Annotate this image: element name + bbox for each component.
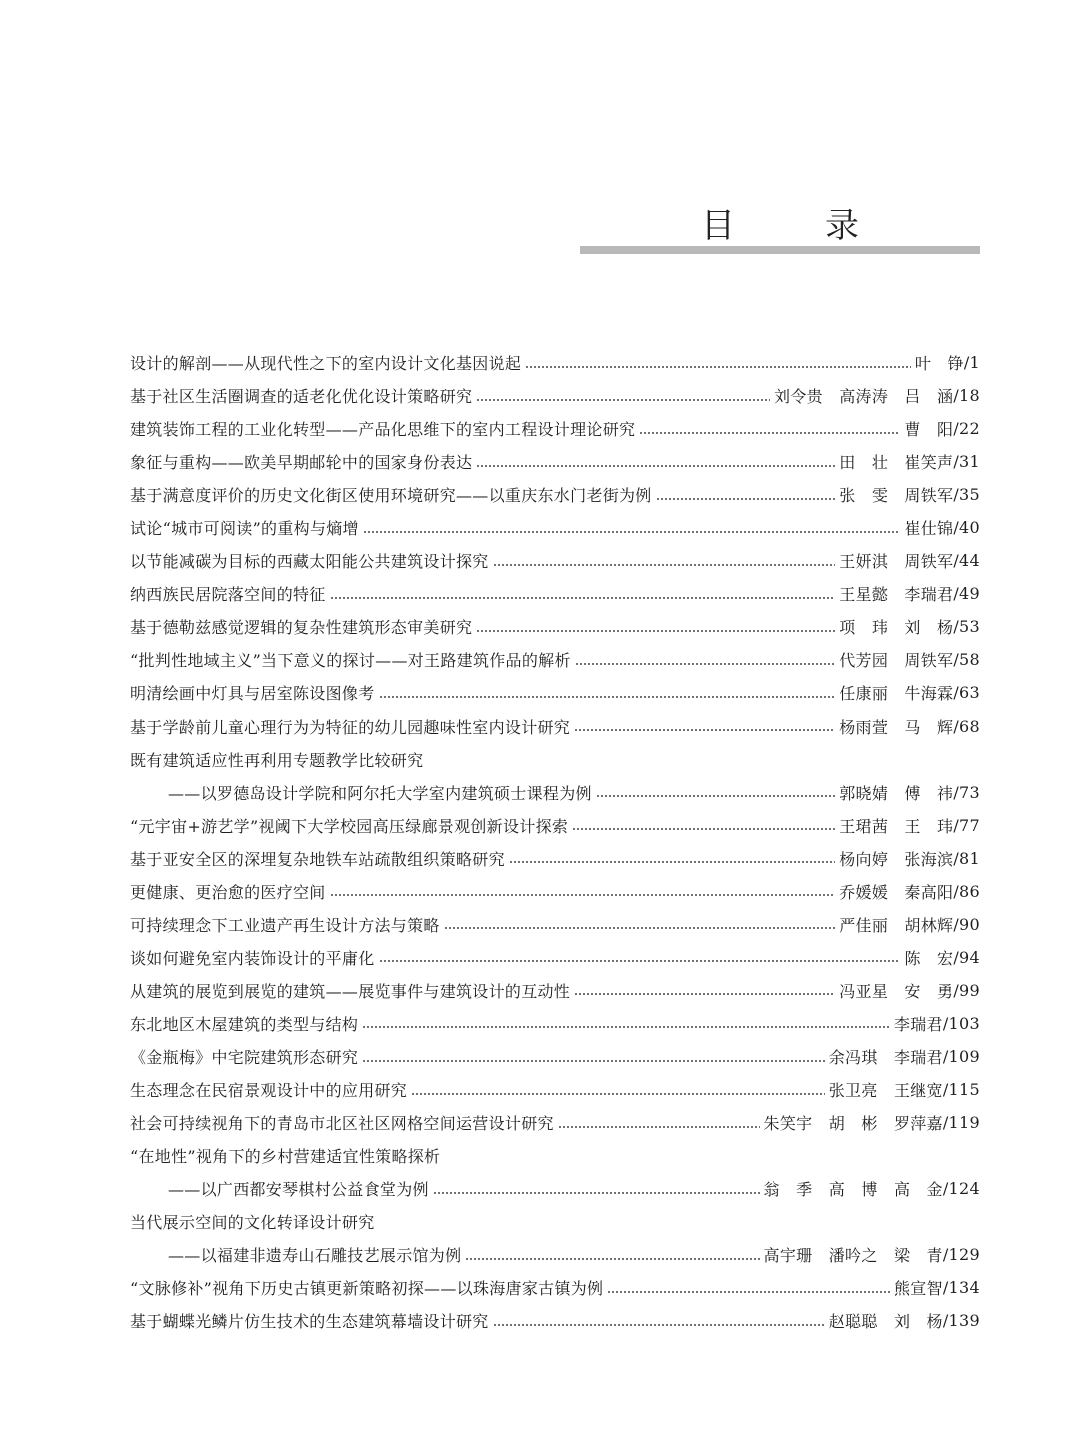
toc-entry-title: 可持续理念下工业遗产再生设计方法与策略: [130, 915, 440, 935]
toc-entry-authors: 严佳丽 胡林辉: [839, 915, 954, 935]
toc-entry-authors: 陈 宏: [904, 948, 954, 968]
toc-entry[interactable]: [130, 643, 980, 676]
dot-leader: [330, 597, 836, 599]
toc-entry[interactable]: [130, 1238, 980, 1271]
toc-entry-authors: 崔仕锦: [904, 519, 954, 539]
toc-entry-title: ——以福建非遗寿山石雕技艺展示馆为例: [168, 1246, 462, 1266]
toc-entry-authors: 代芳园 周铁军: [839, 651, 954, 671]
toc-entry[interactable]: [130, 1073, 980, 1106]
toc-entry[interactable]: [130, 842, 980, 875]
toc-entry-title: 谈如何避免室内装饰设计的平庸化: [130, 948, 375, 968]
toc-entry-page: /53: [953, 617, 980, 637]
toc-entry-authors: 杨向婷 张海滨: [839, 849, 954, 869]
toc-entry[interactable]: [130, 610, 980, 643]
toc-entry-page: /44: [953, 551, 980, 571]
toc-entry-authors: 任康丽 牛海霖: [839, 684, 954, 704]
dot-leader: [574, 993, 835, 995]
dot-leader: [558, 1126, 760, 1128]
toc-entry-authors: 余冯琪 李瑞君: [828, 1048, 943, 1067]
toc-entry-title: 基于社区生活圈调查的适老化优化设计策略研究: [130, 387, 473, 407]
dot-leader: [493, 564, 836, 566]
dot-leader: [476, 399, 770, 401]
toc-entry-page: /124: [942, 1179, 980, 1199]
dot-leader: [362, 1026, 890, 1028]
toc-entry-authors: 乔媛媛 秦高阳: [839, 882, 954, 902]
dot-leader: [509, 861, 835, 863]
toc-entry[interactable]: [130, 809, 980, 842]
toc-entry[interactable]: [130, 412, 980, 445]
toc-entry[interactable]: [130, 511, 980, 544]
toc-entry-page: /22: [953, 419, 980, 439]
toc-entry[interactable]: [130, 743, 980, 776]
toc-entry-authors: 赵聪聪 刘 杨: [828, 1312, 943, 1332]
toc-entry[interactable]: [130, 875, 980, 908]
toc-entry[interactable]: [130, 544, 980, 577]
toc-entry-authors: 项 玮 刘 杨: [839, 618, 954, 638]
toc-entry[interactable]: [130, 1172, 980, 1205]
toc-entry-authors: 杨雨萱 马 辉: [839, 717, 954, 737]
toc-entry-page: /90: [953, 914, 980, 934]
toc-entry-title: 试论“城市可阅读”的重构与熵增: [130, 519, 359, 539]
dot-leader: [525, 366, 911, 368]
toc-entry-page: /134: [942, 1278, 980, 1298]
toc-entry-authors: 曹 阳: [904, 420, 954, 440]
table-of-contents: [130, 346, 980, 1337]
toc-entry-page: /63: [953, 683, 980, 703]
toc-entry-title: 明清绘画中灯具与居室陈设图像考: [130, 684, 375, 704]
toc-entry-title: 更健康、更治愈的医疗空间: [130, 882, 326, 902]
dot-leader: [607, 1291, 890, 1293]
toc-entry-title: 象征与重构——欧美早期邮轮中的国家身份表达: [130, 453, 473, 473]
toc-entry[interactable]: [130, 1304, 980, 1337]
toc-entry[interactable]: [130, 1040, 980, 1073]
toc-entry-authors: 熊宣智: [893, 1279, 943, 1299]
toc-entry-page: /103: [942, 1013, 980, 1033]
dot-leader: [574, 729, 835, 731]
toc-entry-authors: 翁 季 高 博 高 金: [763, 1180, 943, 1200]
toc-entry-page: /119: [942, 1113, 980, 1133]
toc-entry-page: /1: [963, 353, 980, 373]
page-title: 目 录: [701, 206, 887, 246]
toc-entry-title: 社会可持续视角下的青岛市北区社区网格空间运营设计研究: [130, 1114, 554, 1134]
dot-leader: [444, 927, 836, 929]
dot-leader: [476, 465, 835, 467]
toc-entry-title: “文脉修补”视角下历史古镇更新策略初探——以珠海唐家古镇为例: [130, 1279, 604, 1299]
dot-leader: [363, 531, 901, 533]
toc-entry-page: /31: [953, 452, 980, 472]
toc-entry-authors: 冯亚星 安 勇: [839, 981, 954, 1001]
toc-entry-title: 既有建筑适应性再利用专题教学比较研究: [130, 750, 424, 770]
toc-entry[interactable]: [130, 1139, 980, 1172]
toc-entry-title: 东北地区木屋建筑的类型与结构: [130, 1014, 359, 1034]
dot-leader: [575, 663, 835, 665]
toc-entry-page: /94: [953, 947, 980, 967]
toc-entry[interactable]: [130, 710, 980, 743]
toc-entry[interactable]: [130, 346, 980, 379]
toc-entry-title: 从建筑的展览到展览的建筑——展览事件与建筑设计的互动性: [130, 981, 571, 1001]
dot-leader: [433, 1192, 760, 1194]
toc-entry-page: /58: [953, 650, 980, 670]
toc-entry-authors: 高宇珊 潘吟之 梁 青: [763, 1246, 943, 1266]
dot-leader: [411, 1093, 825, 1095]
toc-entry-title: 基于学龄前儿童心理行为为特征的幼儿园趣味性室内设计研究: [130, 717, 571, 737]
toc-entry[interactable]: [130, 577, 980, 610]
toc-entry-authors: 张卫亮 王继宽: [828, 1081, 943, 1101]
toc-entry[interactable]: [130, 1106, 980, 1139]
toc-entry[interactable]: [130, 974, 980, 1007]
toc-entry-page: /115: [942, 1080, 980, 1100]
toc-entry[interactable]: [130, 379, 980, 412]
toc-entry-authors: 叶 铮: [914, 354, 964, 374]
toc-entry[interactable]: [130, 1271, 980, 1304]
toc-entry-title: “在地性”视角下的乡村营建适宜性策略探析: [130, 1147, 441, 1167]
toc-entry-authors: 王珺茜 王 玮: [839, 816, 954, 836]
toc-entry[interactable]: [130, 676, 980, 709]
toc-entry-title: ——以罗德岛设计学院和阿尔托大学室内建筑硕士课程为例: [168, 783, 592, 803]
title-underline-bar: [580, 246, 980, 254]
toc-entry[interactable]: [130, 1205, 980, 1238]
toc-entry-title: “批判性地域主义”当下意义的探讨——对王路建筑作品的解析: [130, 651, 571, 671]
dot-leader: [379, 696, 836, 698]
toc-entry[interactable]: [130, 478, 980, 511]
toc-entry-title: 《金瓶梅》中宅院建筑形态研究: [130, 1048, 359, 1067]
toc-entry-title: 生态理念在民宿景观设计中的应用研究: [130, 1081, 408, 1101]
toc-entry-authors: 朱笑宇 胡 彬 罗萍嘉: [763, 1114, 943, 1134]
toc-entry-page: /139: [942, 1311, 980, 1331]
toc-entry-authors: 王妍淇 周铁军: [839, 552, 954, 572]
toc-entry[interactable]: [130, 776, 980, 809]
toc-entry-page: /99: [953, 980, 980, 1000]
toc-entry-page: /49: [953, 584, 980, 604]
toc-entry-authors: 王星懿 李瑞君: [839, 585, 954, 605]
toc-entry-authors: 刘令贵 高涛涛 吕 涵: [774, 387, 954, 407]
toc-entry[interactable]: [130, 908, 980, 941]
toc-entry-page: /129: [942, 1245, 980, 1265]
toc-entry-page: /86: [953, 881, 980, 901]
dot-leader: [639, 432, 900, 434]
toc-entry-title: ——以广西都安琴棋村公益食堂为例: [168, 1180, 429, 1200]
toc-entry-title: 基于德勒兹感觉逻辑的复杂性建筑形态审美研究: [130, 618, 473, 638]
dot-leader: [476, 630, 835, 632]
toc-entry-authors: 张 雯 周铁军: [839, 486, 954, 506]
dot-leader: [330, 894, 836, 896]
toc-entry-title: 以节能减碳为目标的西藏太阳能公共建筑设计探究: [130, 552, 489, 572]
toc-entry-page: /109: [942, 1047, 980, 1066]
toc-entry-page: /68: [953, 716, 980, 736]
dot-leader: [572, 828, 835, 830]
toc-entry-page: /73: [953, 782, 980, 802]
dot-leader: [493, 1324, 825, 1326]
toc-entry-title: 当代展示空间的文化转译设计研究: [130, 1213, 375, 1233]
toc-entry-authors: 李瑞君: [893, 1014, 943, 1034]
toc-entry-page: /81: [953, 848, 980, 868]
toc-entry[interactable]: [130, 445, 980, 478]
dot-leader: [362, 1060, 825, 1062]
dot-leader: [465, 1258, 759, 1260]
toc-entry-title: 设计的解剖——从现代性之下的室内设计文化基因说起: [130, 354, 522, 374]
dot-leader: [656, 498, 836, 500]
toc-entry-title: 纳西族民居院落空间的特征: [130, 585, 326, 605]
toc-entry-authors: 郭晓婧 傅 祎: [839, 783, 954, 803]
toc-entry-title: “元宇宙+游艺学”视阈下大学校园高压绿廊景观创新设计探索: [130, 816, 569, 836]
toc-entry-title: 基于满意度评价的历史文化街区使用环境研究——以重庆东水门老街为例: [130, 486, 652, 506]
dot-leader: [596, 795, 835, 797]
toc-entry-page: /40: [953, 518, 980, 538]
toc-entry-authors: 田 壮 崔笑声: [839, 453, 954, 473]
toc-entry-page: /18: [953, 386, 980, 406]
toc-entry-title: 建筑装饰工程的工业化转型——产品化思维下的室内工程设计理论研究: [130, 420, 636, 440]
toc-entry-title: 基于蝴蝶光鳞片仿生技术的生态建筑幕墙设计研究: [130, 1312, 489, 1332]
toc-entry[interactable]: [130, 1007, 980, 1040]
toc-entry-title: 基于亚安全区的深埋复杂地铁车站疏散组织策略研究: [130, 849, 505, 869]
toc-entry-page: /77: [953, 815, 980, 835]
toc-entry-page: /35: [953, 485, 980, 505]
toc-entry[interactable]: [130, 941, 980, 974]
dot-leader: [379, 960, 901, 962]
